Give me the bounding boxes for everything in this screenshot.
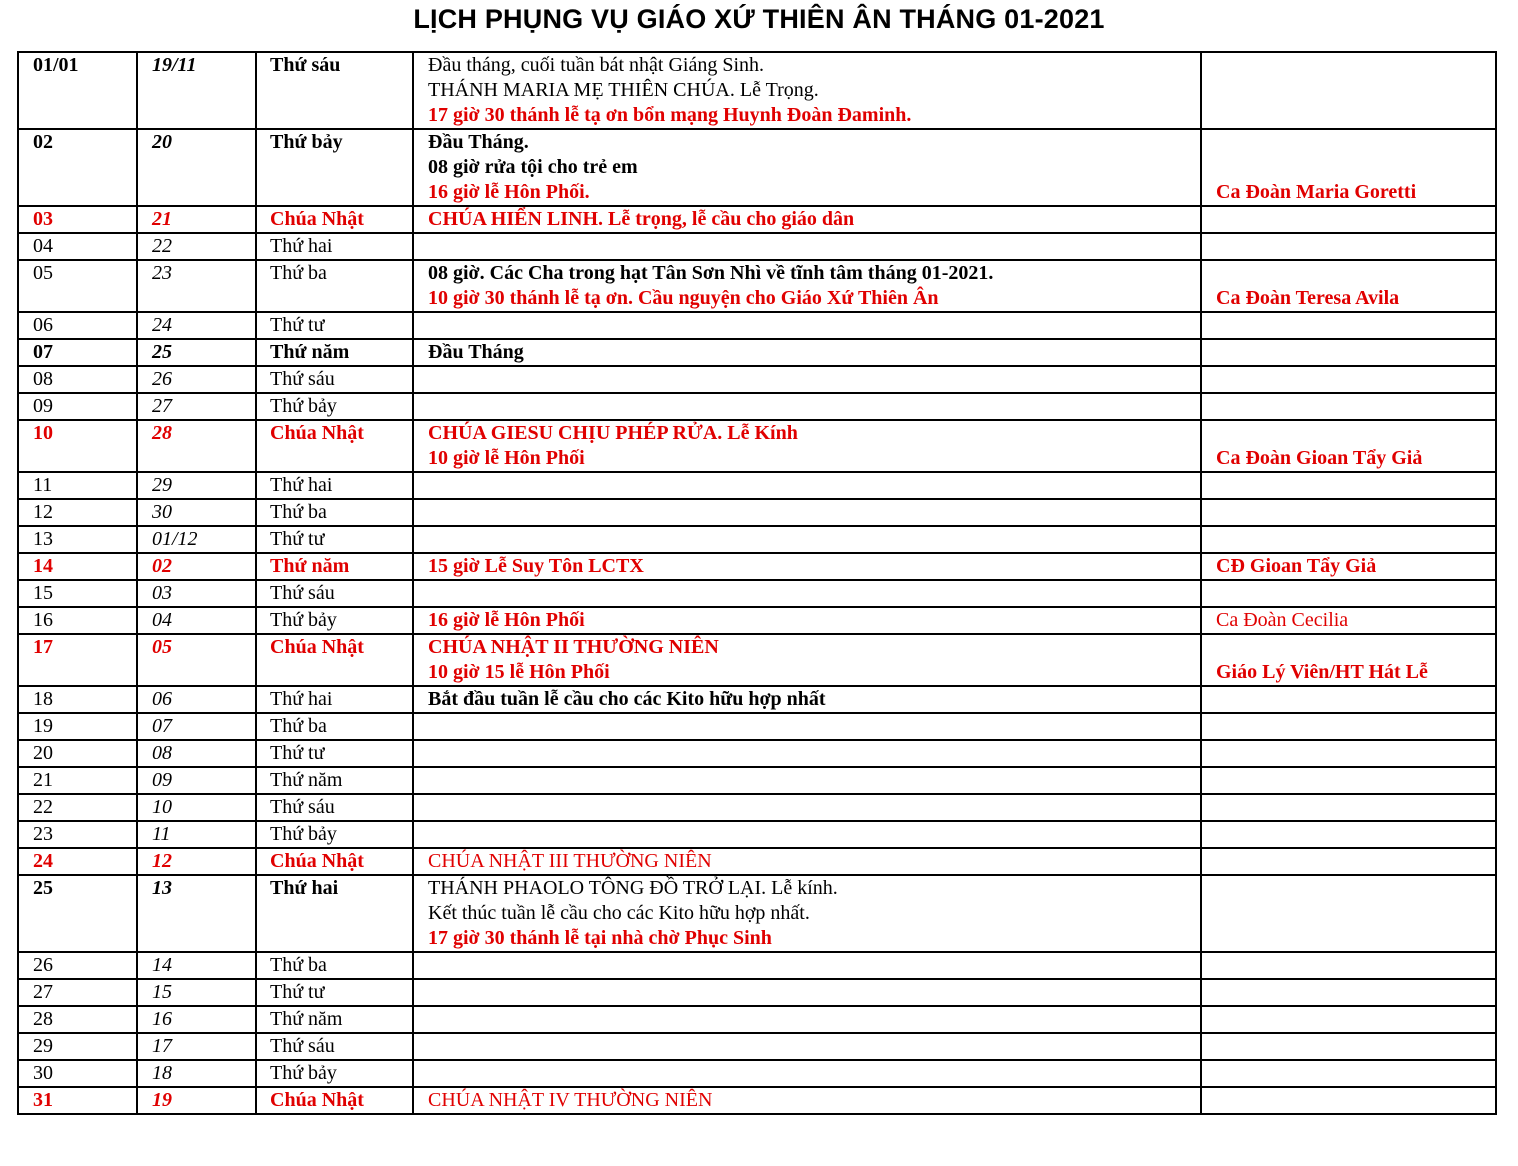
date-cell: 06 (18, 312, 137, 339)
weekday-cell: Thứ hai (256, 875, 413, 952)
table-row (18, 952, 1496, 979)
choir-cell (1201, 1087, 1496, 1114)
choir-cell (1201, 233, 1496, 260)
weekday-cell: Thứ hai (256, 686, 413, 713)
table-row (18, 393, 1496, 420)
date-cell: 09 (18, 393, 137, 420)
lunar-date-cell: 10 (137, 794, 256, 821)
date-cell: 16 (18, 607, 137, 634)
lunar-date-cell: 03 (137, 580, 256, 607)
date-cell: 01/01 (18, 52, 137, 129)
weekday-cell: Chúa Nhật (256, 1087, 413, 1114)
events-cell (413, 713, 1201, 740)
lunar-date-cell: 27 (137, 393, 256, 420)
date-cell: 22 (18, 794, 137, 821)
choir-cell (1201, 794, 1496, 821)
event-line: 15 giờ Lễ Suy Tôn LCTX (428, 555, 644, 577)
liturgy-schedule-table (17, 51, 1497, 1115)
date-cell: 28 (18, 1006, 137, 1033)
choir-cell (1201, 821, 1496, 848)
events-cell (413, 553, 1201, 580)
table-row (18, 499, 1496, 526)
table-row (18, 686, 1496, 713)
lunar-date-cell: 01/12 (137, 526, 256, 553)
weekday-cell: Chúa Nhật (256, 634, 413, 686)
table-row (18, 794, 1496, 821)
event-line: CHÚA NHẬT IV THƯỜNG NIÊN (428, 1089, 713, 1111)
weekday-cell: Thứ tư (256, 740, 413, 767)
date-cell: 05 (18, 260, 137, 312)
event-line: 10 giờ 30 thánh lễ tạ ơn. Cầu nguyện cho Giáo Xứ Thiên Ân (428, 287, 939, 309)
choir-cell (1201, 740, 1496, 767)
choir-cell (1201, 875, 1496, 952)
events-cell (413, 366, 1201, 393)
events-cell (413, 1006, 1201, 1033)
lunar-date-cell: 15 (137, 979, 256, 1006)
date-cell: 18 (18, 686, 137, 713)
table-row (18, 713, 1496, 740)
date-cell: 11 (18, 472, 137, 499)
events-cell (413, 875, 1201, 952)
table-row (18, 979, 1496, 1006)
table-row (18, 52, 1496, 129)
events-cell (413, 848, 1201, 875)
lunar-date-cell: 16 (137, 1006, 256, 1033)
choir-cell (1201, 52, 1496, 129)
events-cell (413, 767, 1201, 794)
date-cell: 08 (18, 366, 137, 393)
table-row (18, 339, 1496, 366)
event-line: THÁNH PHAOLO TÔNG ĐỒ TRỞ LẠI. Lễ kính. (428, 877, 838, 899)
table-row (18, 420, 1496, 472)
lunar-date-cell: 11 (137, 821, 256, 848)
lunar-date-cell: 19/11 (137, 52, 256, 129)
events-cell (413, 607, 1201, 634)
weekday-cell: Thứ năm (256, 553, 413, 580)
events-cell (413, 1087, 1201, 1114)
lunar-date-cell: 17 (137, 1033, 256, 1060)
choir-cell (1201, 499, 1496, 526)
date-cell: 03 (18, 206, 137, 233)
weekday-cell: Thứ ba (256, 713, 413, 740)
weekday-cell: Thứ bảy (256, 821, 413, 848)
events-cell (413, 1033, 1201, 1060)
weekday-cell: Thứ tư (256, 526, 413, 553)
table-row (18, 233, 1496, 260)
event-line: 08 giờ. Các Cha trong hạt Tân Sơn Nhì về tĩnh tâm tháng 01-2021. (428, 262, 994, 284)
weekday-cell: Thứ sáu (256, 794, 413, 821)
table-row (18, 1006, 1496, 1033)
choir-cell (1201, 952, 1496, 979)
events-cell (413, 526, 1201, 553)
lunar-date-cell: 12 (137, 848, 256, 875)
event-line: CHÚA GIESU CHỊU PHÉP RỬA. Lễ Kính (428, 422, 798, 444)
table-row (18, 848, 1496, 875)
event-line: 10 giờ lễ Hôn Phối (428, 447, 585, 469)
events-cell (413, 499, 1201, 526)
weekday-cell: Thứ bảy (256, 607, 413, 634)
choir-cell (1201, 366, 1496, 393)
events-cell (413, 206, 1201, 233)
date-cell: 21 (18, 767, 137, 794)
lunar-date-cell: 29 (137, 472, 256, 499)
page-title: LỊCH PHỤNG VỤ GIÁO XỨ THIÊN ÂN THÁNG 01-2021 (413, 4, 1105, 34)
lunar-date-cell: 04 (137, 607, 256, 634)
table-row (18, 1060, 1496, 1087)
choir-cell: CĐ Gioan Tẩy Giả (1201, 553, 1496, 580)
choir-cell (1201, 1033, 1496, 1060)
date-cell: 14 (18, 553, 137, 580)
weekday-cell: Thứ sáu (256, 52, 413, 129)
weekday-cell: Thứ ba (256, 260, 413, 312)
events-cell (413, 393, 1201, 420)
date-cell: 19 (18, 713, 137, 740)
date-cell: 17 (18, 634, 137, 686)
date-cell: 26 (18, 952, 137, 979)
lunar-date-cell: 13 (137, 875, 256, 952)
events-cell (413, 979, 1201, 1006)
lunar-date-cell: 18 (137, 1060, 256, 1087)
table-row (18, 740, 1496, 767)
lunar-date-cell: 09 (137, 767, 256, 794)
weekday-cell: Thứ ba (256, 499, 413, 526)
table-row (18, 580, 1496, 607)
lunar-date-cell: 22 (137, 233, 256, 260)
table-row (18, 767, 1496, 794)
lunar-date-cell: 20 (137, 129, 256, 206)
date-cell: 04 (18, 233, 137, 260)
choir-cell (1201, 312, 1496, 339)
lunar-date-cell: 24 (137, 312, 256, 339)
choir-cell (1201, 206, 1496, 233)
table-row (18, 312, 1496, 339)
event-line: 16 giờ lễ Hôn Phối (428, 609, 585, 631)
date-cell: 25 (18, 875, 137, 952)
event-line: CHÚA NHẬT II THƯỜNG NIÊN (428, 636, 719, 658)
choir-cell (1201, 580, 1496, 607)
table-row (18, 607, 1496, 634)
table-row (18, 260, 1496, 312)
lunar-date-cell: 23 (137, 260, 256, 312)
date-cell: 27 (18, 979, 137, 1006)
event-line: Bắt đầu tuần lễ cầu cho các Kito hữu hợp nhất (428, 688, 826, 710)
events-cell (413, 339, 1201, 366)
lunar-date-cell: 14 (137, 952, 256, 979)
table-row (18, 472, 1496, 499)
weekday-cell: Thứ bảy (256, 393, 413, 420)
lunar-date-cell: 08 (137, 740, 256, 767)
event-line: 17 giờ 30 thánh lễ tại nhà chờ Phục Sinh (428, 927, 772, 949)
events-cell (413, 634, 1201, 686)
table-row (18, 1033, 1496, 1060)
choir-cell: Giáo Lý Viên/HT Hát Lễ (1201, 634, 1496, 686)
date-cell: 29 (18, 1033, 137, 1060)
date-cell: 13 (18, 526, 137, 553)
choir-cell: Ca Đoàn Cecilia (1201, 607, 1496, 634)
lunar-date-cell: 28 (137, 420, 256, 472)
choir-cell (1201, 472, 1496, 499)
event-line: 10 giờ 15 lễ Hôn Phối (428, 661, 610, 683)
event-line: Đầu Tháng (428, 341, 524, 363)
choir-cell (1201, 767, 1496, 794)
events-cell (413, 740, 1201, 767)
table-row (18, 366, 1496, 393)
lunar-date-cell: 19 (137, 1087, 256, 1114)
events-cell (413, 686, 1201, 713)
events-cell (413, 312, 1201, 339)
choir-cell (1201, 393, 1496, 420)
weekday-cell: Chúa Nhật (256, 206, 413, 233)
lunar-date-cell: 25 (137, 339, 256, 366)
weekday-cell: Thứ năm (256, 767, 413, 794)
date-cell: 30 (18, 1060, 137, 1087)
event-line: 17 giờ 30 thánh lễ tạ ơn bổn mạng Huynh Đoàn Đaminh. (428, 104, 912, 126)
weekday-cell: Chúa Nhật (256, 420, 413, 472)
weekday-cell: Thứ năm (256, 1006, 413, 1033)
events-cell (413, 472, 1201, 499)
table-row (18, 526, 1496, 553)
table-row (18, 821, 1496, 848)
event-line: 08 giờ rửa tội cho trẻ em (428, 156, 638, 178)
table-row (18, 206, 1496, 233)
choir-cell: Ca Đoàn Maria Goretti (1201, 129, 1496, 206)
choir-cell (1201, 526, 1496, 553)
weekday-cell: Thứ hai (256, 233, 413, 260)
weekday-cell: Thứ bảy (256, 129, 413, 206)
choir-cell (1201, 686, 1496, 713)
weekday-cell: Thứ tư (256, 979, 413, 1006)
events-cell (413, 52, 1201, 129)
events-cell (413, 821, 1201, 848)
lunar-date-cell: 05 (137, 634, 256, 686)
weekday-cell: Thứ hai (256, 472, 413, 499)
table-row (18, 1087, 1496, 1114)
choir-cell: Ca Đoàn Teresa Avila (1201, 260, 1496, 312)
weekday-cell: Thứ sáu (256, 366, 413, 393)
events-cell (413, 260, 1201, 312)
lunar-date-cell: 21 (137, 206, 256, 233)
table-row (18, 553, 1496, 580)
choir-cell (1201, 1006, 1496, 1033)
events-cell (413, 1060, 1201, 1087)
weekday-cell: Thứ bảy (256, 1060, 413, 1087)
choir-cell (1201, 979, 1496, 1006)
weekday-cell: Thứ sáu (256, 1033, 413, 1060)
event-line: Kết thúc tuần lễ cầu cho các Kito hữu hợp nhất. (428, 902, 810, 924)
date-cell: 31 (18, 1087, 137, 1114)
lunar-date-cell: 26 (137, 366, 256, 393)
event-line: THÁNH MARIA MẸ THIÊN CHÚA. Lễ Trọng. (428, 79, 819, 101)
schedule-body (18, 52, 1496, 1114)
date-cell: 02 (18, 129, 137, 206)
weekday-cell: Thứ ba (256, 952, 413, 979)
events-cell (413, 952, 1201, 979)
lunar-date-cell: 30 (137, 499, 256, 526)
table-row (18, 634, 1496, 686)
lunar-date-cell: 07 (137, 713, 256, 740)
event-line: 16 giờ lễ Hôn Phối. (428, 181, 590, 203)
events-cell (413, 420, 1201, 472)
event-line: CHÚA NHẬT III THƯỜNG NIÊN (428, 850, 712, 872)
date-cell: 07 (18, 339, 137, 366)
date-cell: 15 (18, 580, 137, 607)
weekday-cell: Thứ năm (256, 339, 413, 366)
table-row (18, 875, 1496, 952)
weekday-cell: Thứ sáu (256, 580, 413, 607)
events-cell (413, 233, 1201, 260)
table-row (18, 129, 1496, 206)
events-cell (413, 794, 1201, 821)
date-cell: 10 (18, 420, 137, 472)
events-cell (413, 580, 1201, 607)
event-line: Đầu Tháng. (428, 131, 529, 153)
date-cell: 20 (18, 740, 137, 767)
weekday-cell: Thứ tư (256, 312, 413, 339)
events-cell (413, 129, 1201, 206)
choir-cell (1201, 1060, 1496, 1087)
choir-cell (1201, 339, 1496, 366)
lunar-date-cell: 06 (137, 686, 256, 713)
lunar-date-cell: 02 (137, 553, 256, 580)
choir-cell: Ca Đoàn Gioan Tẩy Giả (1201, 420, 1496, 472)
event-line: Đầu tháng, cuối tuần bát nhật Giáng Sinh. (428, 54, 765, 76)
choir-cell (1201, 713, 1496, 740)
choir-cell (1201, 848, 1496, 875)
event-line: CHÚA HIỂN LINH. Lễ trọng, lễ cầu cho giáo dân (428, 208, 855, 230)
date-cell: 12 (18, 499, 137, 526)
date-cell: 23 (18, 821, 137, 848)
date-cell: 24 (18, 848, 137, 875)
weekday-cell: Chúa Nhật (256, 848, 413, 875)
